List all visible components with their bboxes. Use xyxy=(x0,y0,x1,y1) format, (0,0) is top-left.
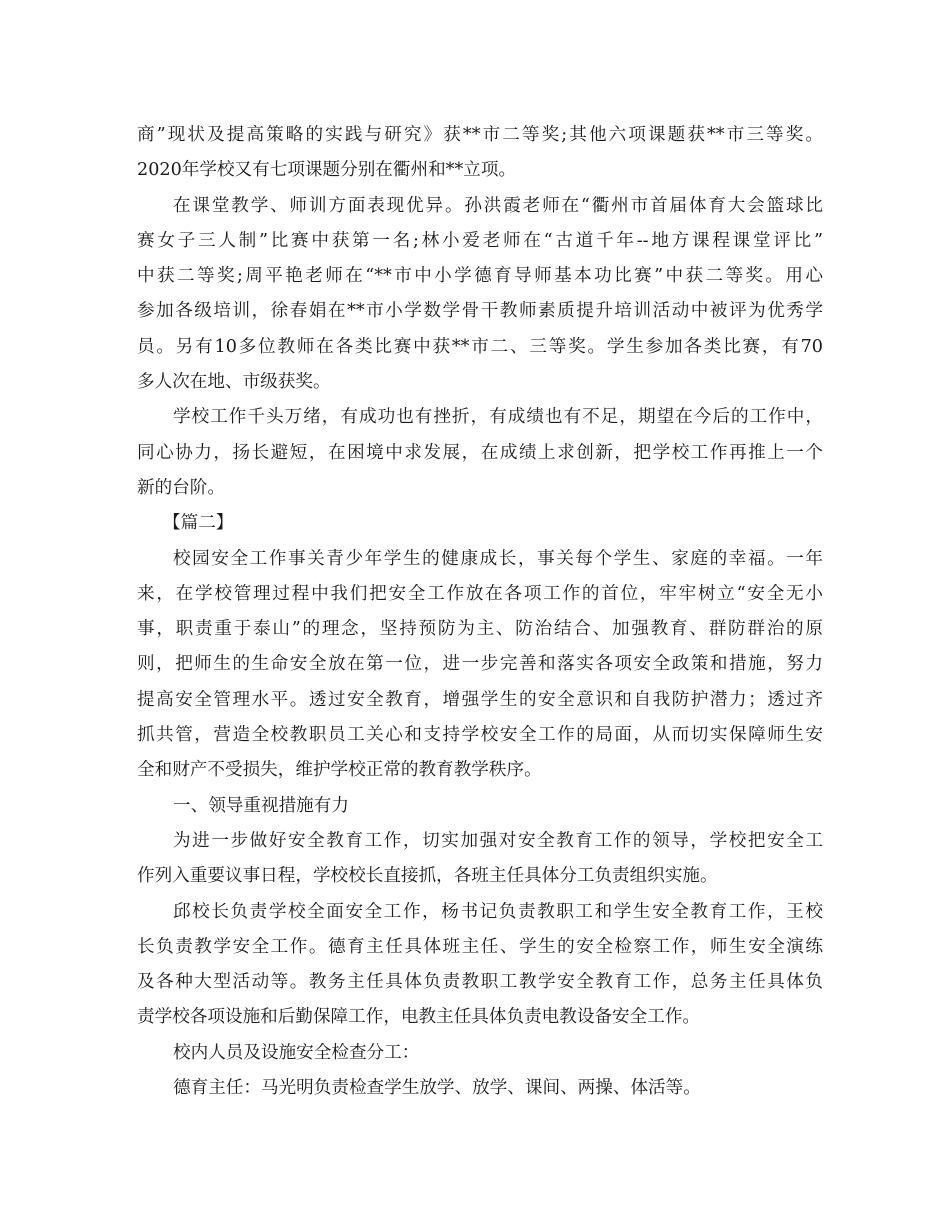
text-line: 事，职责重于泰山”的理念，坚持预防为主、防治结合、加强教育、群防群治的原 xyxy=(137,619,823,640)
text-line: 全和财产不受损失，维护学校正常的教育教学秩序。 xyxy=(137,760,542,781)
text-line: 校园安全工作事关青少年学生的健康成长，事关每个学生、家庭的幸福。一年 xyxy=(173,548,823,569)
text-line: 作列入重要议事日程，学校校长直接抓，各班主任具体分工负责组织实施。 xyxy=(137,866,718,887)
text-line: 2020年学校又有七项课题分别在衢州和**立项。 xyxy=(137,160,517,181)
subsection-heading: 一、领导重视措施有力 xyxy=(173,795,349,816)
text-line: 抓共管，营造全校教职员工关心和支持学校安全工作的局面，从而切实保障师生安 xyxy=(137,725,823,746)
text-line: 校内人员及设施安全检查分工： xyxy=(173,1042,420,1063)
text-line: 员。另有10多位教师在各类比赛中获**市二、三等奖。学生参加各类比赛，有70 xyxy=(137,336,823,357)
text-line: 邱校长负责学校全面安全工作，杨书记负责教职工和学生安全教育工作，王校 xyxy=(173,901,823,922)
text-line: 德育主任：马光明负责检查学生放学、放学、课间、两操、体活等。 xyxy=(173,1078,701,1099)
text-line: 及各种大型活动等。教务主任具体负责教职工教学安全教育工作，总务主任具体负 xyxy=(137,972,823,993)
text-line: 商”现状及提高策略的实践与研究》获**市二等奖;其他六项课题获**市三等奖。 xyxy=(137,125,823,145)
text-line: 同心协力，扬长避短，在困境中求发展，在成绩上求创新，把学校工作再推上一个 xyxy=(137,442,823,463)
text-line: 中获二等奖;周平艳老师在“**市中小学德育导师基本功比赛”中获二等奖。用心 xyxy=(137,266,823,287)
text-line: 新的台阶。 xyxy=(137,477,225,498)
text-line: 则，把师生的生命安全放在第一位，进一步完善和落实各项安全政策和措施，努力 xyxy=(137,654,823,675)
section-heading: 【篇二】 xyxy=(163,513,234,534)
text-line: 提高安全管理水平。透过安全教育，增强学生的安全意识和自我防护潜力；透过齐 xyxy=(137,689,823,710)
document-body xyxy=(137,118,823,1106)
text-line: 责学校各项设施和后勤保障工作，电教主任具体负责电教设备安全工作。 xyxy=(137,1007,701,1028)
text-line: 长负责教学安全工作。德育主任具体班主任、学生的安全检察工作，师生安全演练 xyxy=(137,936,823,957)
text-line: 为进一步做好安全教育工作，切实加强对安全教育工作的领导，学校把安全工 xyxy=(173,830,823,851)
text-line: 在课堂教学、师训方面表现优异。孙洪霞老师在“衢州市首届体育大会篮球比 xyxy=(173,195,823,216)
text-line: 来，在学校管理过程中我们把安全工作放在各项工作的首位，牢牢树立“安全无小 xyxy=(137,583,823,604)
text-line: 赛女子三人制”比赛中获第一名;林小爱老师在“古道千年--地方课程课堂评比” xyxy=(137,230,823,251)
text-line: 学校工作千头万绪，有成功也有挫折，有成绩也有不足，期望在今后的工作中， xyxy=(173,407,823,428)
text-line: 参加各级培训，徐春娟在**市小学数学骨干教师素质提升培训活动中被评为优秀学 xyxy=(137,301,823,322)
text-line: 多人次在地、市级获奖。 xyxy=(137,372,331,393)
